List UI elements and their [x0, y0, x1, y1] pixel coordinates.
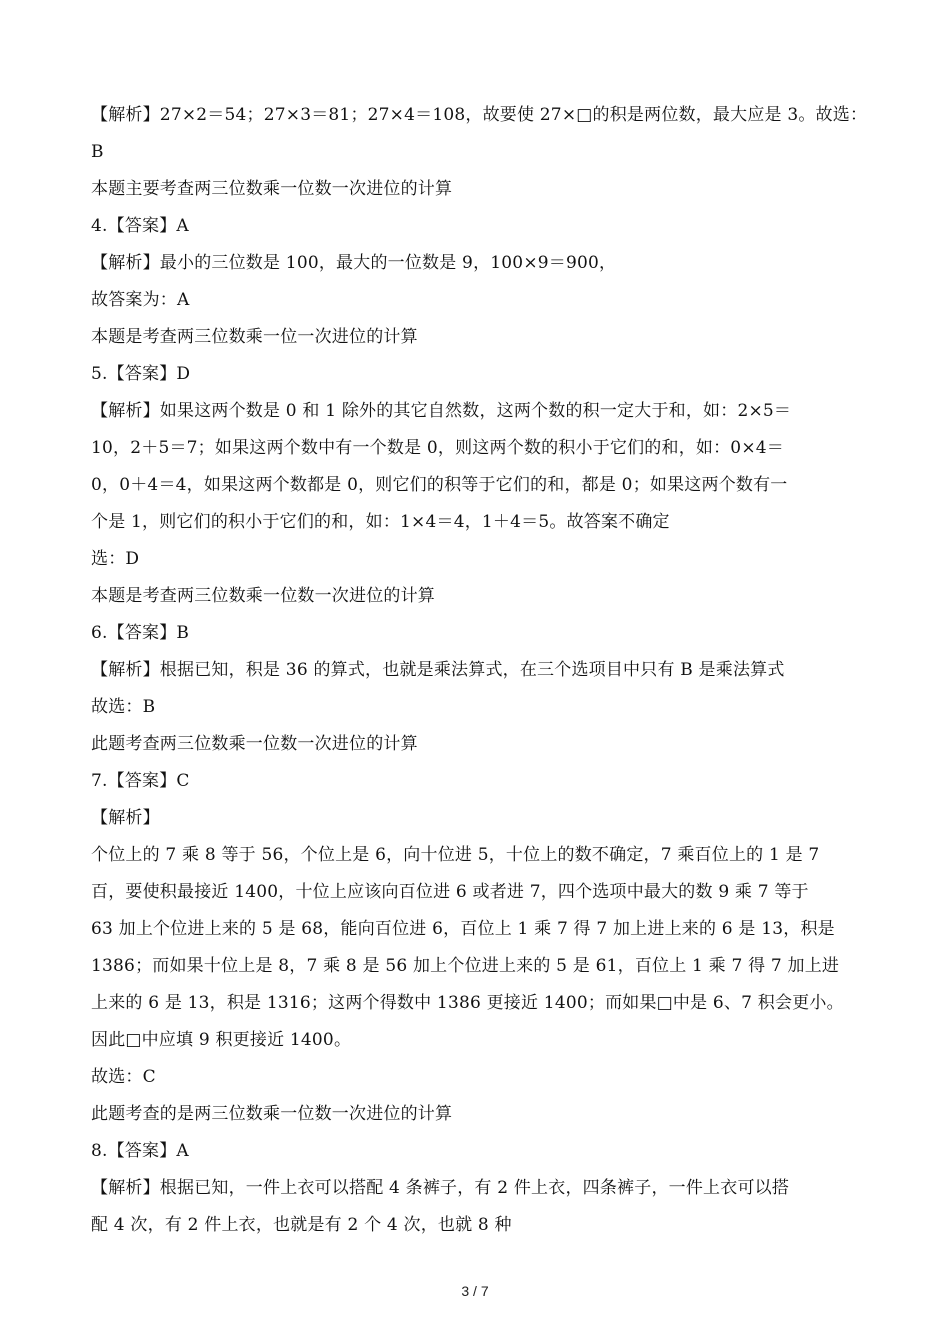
- text-line: 【解析】根据已知，一件上衣可以搭配 4 条裤子，有 2 件上衣，四条裤子，一件上衣可以搭: [91, 1178, 790, 1198]
- text-line: 63 加上个位进上来的 5 是 68，能向百位进 6，百位上 1 乘 7 得 7 加上进上来的 6 是 13，积是: [91, 919, 835, 939]
- text-line: 个位上的 7 乘 8 等于 56，个位上是 6，向十位进 5，十位上的数不确定，7 乘百位上的 1 是 7: [91, 845, 820, 865]
- text-line: 【解析】如果这两个数是 0 和 1 除外的其它自然数，这两个数的积一定大于和，如：2×5＝: [91, 401, 792, 421]
- text-line: 0，0＋4＝4，如果这两个数都是 0，则它们的积等于它们的和，都是 0；如果这两个数有一: [91, 475, 788, 495]
- answer-heading-8: 8.【答案】A: [91, 1141, 189, 1161]
- answer-heading-5: 5.【答案】D: [91, 364, 191, 384]
- text-line: 【解析】: [91, 808, 160, 828]
- text-line: 故选：C: [91, 1067, 156, 1087]
- text-line: 上来的 6 是 13，积是 1316；这两个得数中 1386 更接近 1400；而如果□中是 6、7 积会更小。: [91, 993, 844, 1013]
- text-line: 故选：B: [91, 697, 156, 717]
- text-line: 【解析】27×2＝54；27×3＝81；27×4＝108，故要使 27×□的积是两位数，最大应是 3。故选：: [91, 105, 868, 125]
- text-line: 此题考查两三位数乘一位数一次进位的计算: [91, 734, 418, 754]
- answer-heading-4: 4.【答案】A: [91, 216, 189, 236]
- text-line: 此题考查的是两三位数乘一位数一次进位的计算: [91, 1104, 453, 1124]
- text-line: 百，要使积最接近 1400，十位上应该向百位进 6 或者进 7，四个选项中最大的数 9 乘 7 等于: [91, 882, 809, 902]
- text-line: 故答案为：A: [91, 290, 190, 310]
- text-line: 本题主要考查两三位数乘一位数一次进位的计算: [91, 179, 453, 199]
- text-line: 配 4 次，有 2 件上衣，也就是有 2 个 4 次，也就 8 种: [91, 1215, 512, 1235]
- text-line: 10，2＋5＝7；如果这两个数中有一个数是 0，则这两个数的积小于它们的和，如：0×4＝: [91, 438, 784, 458]
- text-line: 选：D: [91, 549, 140, 569]
- text-line: 本题是考查两三位数乘一位一次进位的计算: [91, 327, 418, 347]
- text-line: 1386；而如果十位上是 8，7 乘 8 是 56 加上个位进上来的 5 是 61，百位上 1 乘 7 得 7 加上进: [91, 956, 840, 976]
- text-line: B: [91, 142, 104, 162]
- text-line: 【解析】最小的三位数是 100，最大的一位数是 9，100×9＝900，: [91, 253, 617, 273]
- text-line: 本题是考查两三位数乘一位数一次进位的计算: [91, 586, 435, 606]
- document-body: [91, 97, 868, 1244]
- answer-heading-7: 7.【答案】C: [91, 771, 190, 791]
- text-line: 因此□中应填 9 积更接近 1400。: [91, 1030, 352, 1050]
- text-line: 个是 1，则它们的积小于它们的和，如：1×4＝4，1＋4＝5。故答案不确定: [91, 512, 670, 532]
- answer-heading-6: 6.【答案】B: [91, 623, 190, 643]
- page-number: 3 / 7: [461, 1283, 489, 1299]
- text-line: 【解析】根据已知，积是 36 的算式，也就是乘法算式，在三个选项目中只有 B 是乘法算式: [91, 660, 785, 680]
